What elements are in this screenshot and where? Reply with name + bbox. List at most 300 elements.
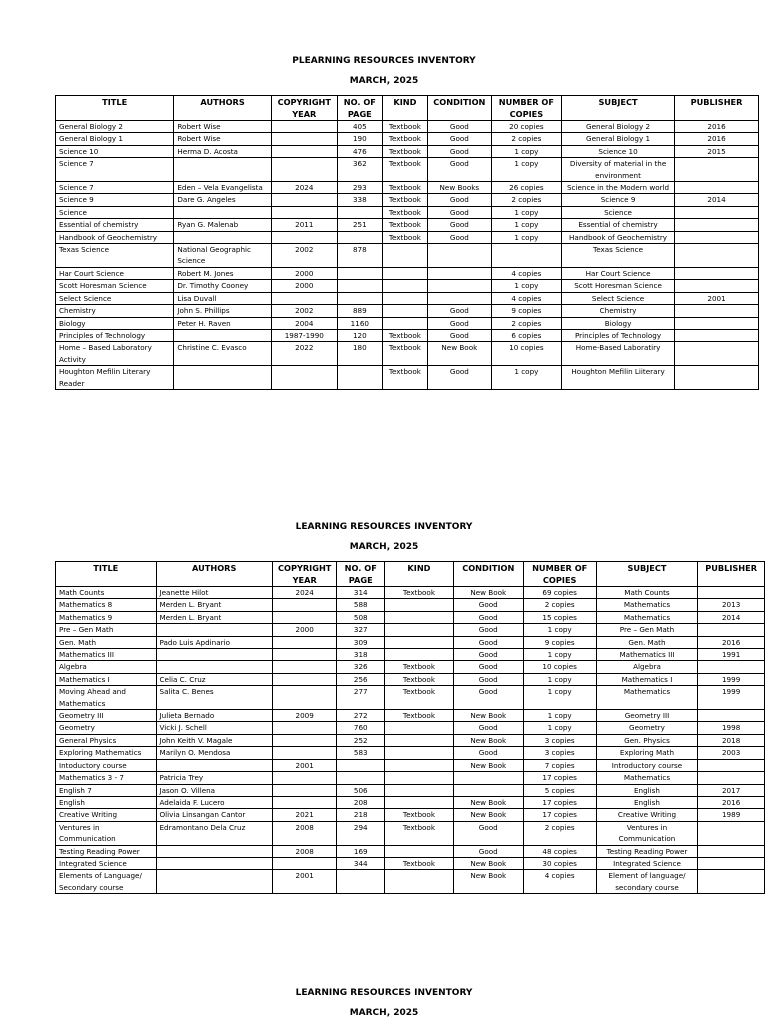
cell-number-of-copies: 5 copies [523, 784, 596, 796]
cell-condition: Good [453, 624, 523, 636]
cell-publisher: 1991 [698, 649, 765, 661]
cell-copyright-year [272, 784, 337, 796]
cell-kind: Textbook [385, 809, 454, 821]
cell-number-of-copies: 2 copies [491, 133, 561, 145]
cell-authors [156, 845, 272, 857]
cell-kind: Textbook [385, 686, 454, 710]
cell-subject: General Biology 1 [561, 133, 674, 145]
section1-title: PLEARNING RESOURCES INVENTORY [292, 56, 476, 66]
cell-subject: Science in the Modern world [561, 182, 674, 194]
cell-number-of-copies: 2 copies [491, 317, 561, 329]
cell-kind: Textbook [382, 219, 427, 231]
cell-title: Pre – Gen Math [56, 624, 157, 636]
table-row [56, 182, 759, 194]
cell-no-of-page: 583 [337, 747, 385, 759]
cell-authors: Marilyn O. Mendosa [156, 747, 272, 759]
cell-kind: Textbook [382, 182, 427, 194]
cell-condition: Good [427, 231, 491, 243]
table-row [56, 231, 759, 243]
cell-title: English [56, 796, 157, 808]
cell-condition: New Book [453, 759, 523, 771]
table-row [56, 821, 765, 845]
cell-number-of-copies: 3 copies [523, 747, 596, 759]
cell-subject: Houghton Mefilin Liiterary [561, 366, 674, 390]
cell-authors: Dr. Timothy Cooney [174, 280, 271, 292]
cell-number-of-copies: 1 copy [491, 366, 561, 390]
cell-number-of-copies: 17 copies [523, 809, 596, 821]
cell-kind [382, 280, 427, 292]
cell-kind [385, 747, 454, 759]
cell-condition: New Books [427, 182, 491, 194]
cell-subject: Science 9 [561, 194, 674, 206]
cell-number-of-copies: 1 copy [491, 206, 561, 218]
cell-no-of-page: 344 [337, 857, 385, 869]
cell-authors [174, 329, 271, 341]
cell-title: Principles of Technology [56, 329, 174, 341]
cell-no-of-page: 251 [337, 219, 382, 231]
cell-subject: Texas Science [561, 244, 674, 268]
cell-subject: Gen. Math [596, 636, 698, 648]
cell-no-of-page: 277 [337, 686, 385, 710]
cell-subject: Home-Based Laboratiry [561, 342, 674, 366]
cell-subject: Geometry [596, 722, 698, 734]
inventory-table-2 [55, 561, 765, 894]
cell-title: Ventures in Communication [56, 821, 157, 845]
cell-copyright-year [272, 686, 337, 710]
cell-publisher [698, 624, 765, 636]
cell-condition: New Book [453, 587, 523, 599]
table-header-row [56, 562, 765, 587]
cell-publisher: 2013 [698, 599, 765, 611]
cell-condition: Good [427, 158, 491, 182]
cell-authors [174, 366, 271, 390]
table-row [56, 219, 759, 231]
cell-authors: Robert Wise [174, 121, 271, 133]
cell-no-of-page: 293 [337, 182, 382, 194]
cell-subject: Essential of chemistry [561, 219, 674, 231]
column-header-authors: AUTHORS [156, 562, 272, 587]
cell-condition: New Book [453, 796, 523, 808]
cell-authors: Merden L. Bryant [156, 611, 272, 623]
cell-title: Science 7 [56, 182, 174, 194]
section2-title: LEARNING RESOURCES INVENTORY [295, 522, 473, 532]
cell-no-of-page: 508 [337, 611, 385, 623]
cell-number-of-copies: 10 copies [491, 342, 561, 366]
cell-authors [174, 206, 271, 218]
cell-subject: Mathematics [596, 611, 698, 623]
cell-kind: Textbook [382, 206, 427, 218]
cell-no-of-page: 889 [337, 305, 382, 317]
table-row [56, 611, 765, 623]
table-row [56, 722, 765, 734]
table-row [56, 158, 759, 182]
cell-condition: Good [427, 194, 491, 206]
table-row [56, 661, 765, 673]
cell-number-of-copies: 1 copy [523, 624, 596, 636]
cell-number-of-copies: 6 copies [491, 329, 561, 341]
cell-number-of-copies: 4 copies [491, 292, 561, 304]
cell-publisher: 1998 [698, 722, 765, 734]
table-row [56, 796, 765, 808]
column-header-condition: CONDITION [427, 96, 491, 121]
table-row [56, 784, 765, 796]
cell-title: Algebra [56, 661, 157, 673]
cell-publisher [675, 366, 759, 390]
cell-publisher [698, 821, 765, 845]
cell-no-of-page [337, 280, 382, 292]
cell-condition: Good [453, 599, 523, 611]
cell-authors: Celia C. Cruz [156, 673, 272, 685]
cell-title: Math Counts [56, 587, 157, 599]
cell-title: Creative Writing [56, 809, 157, 821]
cell-title: Scott Horesman Science [56, 280, 174, 292]
cell-condition [453, 772, 523, 784]
cell-title: Science [56, 206, 174, 218]
cell-publisher [698, 710, 765, 722]
cell-no-of-page [337, 759, 385, 771]
cell-number-of-copies: 3 copies [523, 734, 596, 746]
cell-title: Geometry [56, 722, 157, 734]
cell-copyright-year: 1987-1990 [271, 329, 337, 341]
cell-number-of-copies: 9 copies [491, 305, 561, 317]
cell-kind [385, 772, 454, 784]
cell-copyright-year: 2011 [271, 219, 337, 231]
table-row [56, 145, 759, 157]
cell-copyright-year [272, 772, 337, 784]
cell-title: Exploring Mathematics [56, 747, 157, 759]
cell-kind: Textbook [382, 342, 427, 366]
cell-no-of-page: 252 [337, 734, 385, 746]
cell-publisher: 2018 [698, 734, 765, 746]
cell-kind: Textbook [382, 366, 427, 390]
table-row [56, 734, 765, 746]
table-row [56, 292, 759, 304]
cell-kind: Textbook [385, 710, 454, 722]
cell-condition: New Book [453, 710, 523, 722]
table-row [56, 244, 759, 268]
cell-copyright-year: 2002 [271, 244, 337, 268]
cell-copyright-year: 2024 [272, 587, 337, 599]
cell-authors [174, 231, 271, 243]
table-row [56, 870, 765, 894]
cell-condition: Good [453, 611, 523, 623]
cell-title: Geometry III [56, 710, 157, 722]
cell-copyright-year: 2002 [271, 305, 337, 317]
column-header-number-of-copies: NUMBER OF COPIES [491, 96, 561, 121]
cell-authors: Peter H. Raven [174, 317, 271, 329]
cell-title: Texas Science [56, 244, 174, 268]
cell-copyright-year: 2000 [271, 267, 337, 279]
cell-subject: Mathematics I [596, 673, 698, 685]
cell-subject: English [596, 796, 698, 808]
cell-authors: National Geographic Science [174, 244, 271, 268]
cell-condition: Good [427, 206, 491, 218]
cell-kind: Textbook [385, 661, 454, 673]
table-row [56, 133, 759, 145]
cell-condition: Good [453, 747, 523, 759]
cell-condition: Good [453, 821, 523, 845]
cell-copyright-year [271, 158, 337, 182]
cell-copyright-year [271, 121, 337, 133]
cell-no-of-page: 180 [337, 342, 382, 366]
cell-authors: Jeanette Hilot [156, 587, 272, 599]
cell-condition: Good [427, 145, 491, 157]
cell-subject: Geometry III [596, 710, 698, 722]
cell-authors [156, 759, 272, 771]
cell-copyright-year [272, 722, 337, 734]
cell-subject: Mathematics [596, 599, 698, 611]
cell-publisher [675, 342, 759, 366]
cell-number-of-copies: 1 copy [523, 686, 596, 710]
cell-kind: Textbook [382, 329, 427, 341]
cell-kind [385, 784, 454, 796]
cell-condition: Good [453, 661, 523, 673]
cell-authors: Robert Wise [174, 133, 271, 145]
cell-publisher [675, 317, 759, 329]
cell-condition [427, 292, 491, 304]
cell-condition: Good [453, 686, 523, 710]
cell-number-of-copies: 1 copy [491, 158, 561, 182]
cell-publisher [675, 280, 759, 292]
cell-no-of-page [337, 267, 382, 279]
cell-publisher: 1989 [698, 809, 765, 821]
cell-number-of-copies: 30 copies [523, 857, 596, 869]
cell-publisher: 1999 [698, 673, 765, 685]
cell-number-of-copies: 9 copies [523, 636, 596, 648]
cell-subject: Science 10 [561, 145, 674, 157]
cell-number-of-copies: 1 copy [491, 145, 561, 157]
cell-copyright-year [271, 145, 337, 157]
table-row [56, 267, 759, 279]
cell-subject: Science [561, 206, 674, 218]
cell-title: Science 9 [56, 194, 174, 206]
table-row [56, 342, 759, 366]
table-row [56, 206, 759, 218]
column-header-subject: SUBJECT [596, 562, 698, 587]
cell-subject: Diversity of material in the environment [561, 158, 674, 182]
cell-copyright-year [272, 649, 337, 661]
cell-condition [453, 784, 523, 796]
cell-title: Science 10 [56, 145, 174, 157]
cell-subject: Introductory course [596, 759, 698, 771]
cell-condition: Good [427, 317, 491, 329]
cell-title: Mathematics III [56, 649, 157, 661]
cell-kind [382, 267, 427, 279]
column-header-condition: CONDITION [453, 562, 523, 587]
table-row [56, 366, 759, 390]
section1-date: MARCH, 2025 [349, 76, 419, 86]
cell-publisher [698, 661, 765, 673]
cell-authors: Julieta Bernado [156, 710, 272, 722]
cell-no-of-page [337, 772, 385, 784]
table-row [56, 845, 765, 857]
cell-publisher: 2016 [698, 796, 765, 808]
cell-authors: Olivia Linsangan Cantor [156, 809, 272, 821]
cell-subject: Testing Reading Power [596, 845, 698, 857]
cell-title: General Physics [56, 734, 157, 746]
cell-publisher [675, 206, 759, 218]
cell-no-of-page: 326 [337, 661, 385, 673]
cell-no-of-page: 218 [337, 809, 385, 821]
cell-kind [382, 317, 427, 329]
column-header-no-of-page: NO. OF PAGE [337, 562, 385, 587]
cell-subject: Creative Writing [596, 809, 698, 821]
cell-copyright-year [271, 231, 337, 243]
cell-condition: Good [427, 121, 491, 133]
cell-title: Mathematics I [56, 673, 157, 685]
cell-kind: Textbook [385, 821, 454, 845]
cell-copyright-year: 2004 [271, 317, 337, 329]
cell-subject: Algebra [596, 661, 698, 673]
table-row [56, 636, 765, 648]
cell-subject: Exploring Math [596, 747, 698, 759]
cell-subject: Principles of Technology [561, 329, 674, 341]
cell-no-of-page: 878 [337, 244, 382, 268]
cell-no-of-page: 208 [337, 796, 385, 808]
cell-title: Essential of chemistry [56, 219, 174, 231]
cell-no-of-page: 318 [337, 649, 385, 661]
cell-condition [427, 267, 491, 279]
cell-publisher: 2015 [675, 145, 759, 157]
column-header-subject: SUBJECT [561, 96, 674, 121]
table-header-row [56, 96, 759, 121]
cell-subject: Biology [561, 317, 674, 329]
cell-publisher: 2016 [675, 133, 759, 145]
cell-title: Gen. Math [56, 636, 157, 648]
cell-copyright-year: 2001 [272, 759, 337, 771]
cell-publisher [675, 231, 759, 243]
cell-authors: Merden L. Bryant [156, 599, 272, 611]
table-row [56, 280, 759, 292]
cell-copyright-year [271, 206, 337, 218]
cell-copyright-year [271, 133, 337, 145]
column-header-publisher: PUBLISHER [675, 96, 759, 121]
cell-subject: Mathematics [596, 772, 698, 784]
cell-publisher [675, 219, 759, 231]
cell-copyright-year: 2008 [272, 845, 337, 857]
cell-condition: Good [427, 329, 491, 341]
cell-no-of-page: 1160 [337, 317, 382, 329]
cell-condition: New Book [453, 870, 523, 894]
cell-kind [385, 796, 454, 808]
cell-publisher [698, 857, 765, 869]
cell-kind [385, 759, 454, 771]
cell-kind: Textbook [385, 587, 454, 599]
cell-authors [174, 158, 271, 182]
cell-title: English 7 [56, 784, 157, 796]
cell-no-of-page: 256 [337, 673, 385, 685]
cell-kind: Textbook [382, 194, 427, 206]
cell-authors: Jason O. Villena [156, 784, 272, 796]
cell-no-of-page: 169 [337, 845, 385, 857]
cell-copyright-year: 2022 [271, 342, 337, 366]
cell-kind [385, 734, 454, 746]
cell-number-of-copies: 2 copies [491, 194, 561, 206]
cell-authors: John S. Phillips [174, 305, 271, 317]
cell-copyright-year: 2000 [272, 624, 337, 636]
cell-kind: Textbook [385, 857, 454, 869]
cell-authors: John Keith V. Magale [156, 734, 272, 746]
cell-no-of-page: 294 [337, 821, 385, 845]
cell-number-of-copies: 15 copies [523, 611, 596, 623]
cell-subject: Mathematics III [596, 649, 698, 661]
cell-subject: General Biology 2 [561, 121, 674, 133]
table-row [56, 759, 765, 771]
cell-kind [385, 636, 454, 648]
cell-publisher [675, 182, 759, 194]
column-header-number-of-copies: NUMBER OF COPIES [523, 562, 596, 587]
cell-condition: New Book [453, 809, 523, 821]
table-row [56, 587, 765, 599]
table-row [56, 305, 759, 317]
cell-number-of-copies: 1 copy [491, 219, 561, 231]
cell-title: Home – Based Laboratory Activity [56, 342, 174, 366]
cell-no-of-page [337, 292, 382, 304]
cell-authors [156, 870, 272, 894]
cell-condition: Good [427, 305, 491, 317]
cell-subject: Math Counts [596, 587, 698, 599]
cell-no-of-page [337, 366, 382, 390]
cell-copyright-year [271, 292, 337, 304]
cell-authors: Pado Luis Apdinario [156, 636, 272, 648]
cell-kind: Textbook [385, 673, 454, 685]
cell-kind [385, 649, 454, 661]
cell-condition: New Book [453, 857, 523, 869]
cell-authors: Lisa Duvall [174, 292, 271, 304]
cell-no-of-page: 506 [337, 784, 385, 796]
cell-no-of-page: 476 [337, 145, 382, 157]
cell-authors: Dare G. Angeles [174, 194, 271, 206]
cell-subject: Mathematics [596, 686, 698, 710]
cell-kind: Textbook [382, 121, 427, 133]
cell-title: Science 7 [56, 158, 174, 182]
cell-copyright-year [272, 661, 337, 673]
cell-number-of-copies: 1 copy [523, 722, 596, 734]
cell-publisher [698, 759, 765, 771]
cell-publisher [698, 870, 765, 894]
cell-kind: Textbook [382, 158, 427, 182]
cell-number-of-copies: 2 copies [523, 821, 596, 845]
cell-copyright-year [272, 747, 337, 759]
cell-no-of-page [337, 870, 385, 894]
cell-authors: Christine C. Evasco [174, 342, 271, 366]
cell-title: Biology [56, 317, 174, 329]
cell-authors [156, 661, 272, 673]
cell-publisher [698, 587, 765, 599]
cell-kind: Textbook [382, 145, 427, 157]
cell-authors [156, 649, 272, 661]
cell-copyright-year [272, 611, 337, 623]
cell-number-of-copies: 69 copies [523, 587, 596, 599]
cell-subject: Gen. Physics [596, 734, 698, 746]
cell-condition: Good [453, 649, 523, 661]
cell-no-of-page: 760 [337, 722, 385, 734]
cell-subject: Element of language/ secondary course [596, 870, 698, 894]
cell-title: Chemistry [56, 305, 174, 317]
cell-condition: Good [453, 845, 523, 857]
cell-subject: Chemistry [561, 305, 674, 317]
column-header-kind: KIND [382, 96, 427, 121]
cell-kind [385, 624, 454, 636]
table-row [56, 747, 765, 759]
cell-authors: Vicki J. Schell [156, 722, 272, 734]
cell-copyright-year: 2000 [271, 280, 337, 292]
cell-subject: English [596, 784, 698, 796]
cell-subject: Integrated Science [596, 857, 698, 869]
cell-number-of-copies: 26 copies [491, 182, 561, 194]
cell-authors: Edramontano Dela Cruz [156, 821, 272, 845]
cell-kind [385, 845, 454, 857]
